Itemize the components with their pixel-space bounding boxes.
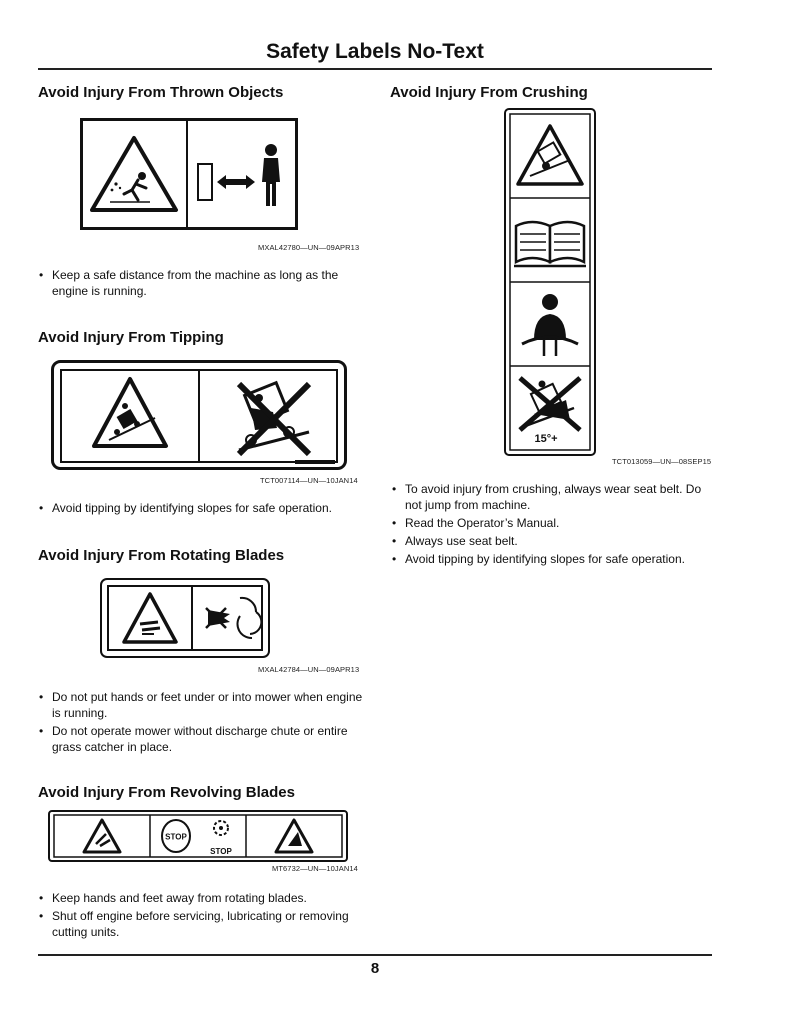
list-item: • Read the Operator’s Manual. [391,515,716,531]
revolving-blades-code: MT6732—UN—10JAN14 [272,864,358,873]
list-item: • Keep a safe distance from the machine as long as the engine is running. [38,267,368,299]
crushing-bullets [391,481,716,569]
tipping-label-image [51,360,347,470]
list-item: • Do not operate mower without discharge chute or entire grass catcher in place. [38,723,368,755]
list-item: • Shut off engine before servicing, lubricating or removing cutting units. [38,908,368,940]
page-number: 8 [370,960,380,977]
top-divider [38,68,712,70]
tipping-heading: Avoid Injury From Tipping [38,329,224,346]
list-item: • Keep hands and feet away from rotating blades. [38,890,368,906]
tipping-bullets [38,500,378,518]
tipping-code: TCT007114—UN—10JAN14 [260,476,358,485]
svg-text:STOP: STOP [165,832,187,842]
crushing-code: TCT013059—UN—08SEP15 [612,457,712,466]
rotating-blades-code: MXAL42784—UN—09APR13 [258,665,360,674]
list-item: • Do not put hands or feet under or into mower when engine is running. [38,689,368,721]
revolving-blades-label-image [48,810,348,862]
crushing-heading: Avoid Injury From Crushing [390,84,588,101]
operators-manual-icon [514,222,586,266]
rotating-blades-bullets [38,689,368,757]
list-item: • Avoid tipping by identifying slopes for safe operation. [38,500,378,516]
page-title: Safety Labels No-Text [266,40,484,63]
revolving-blades-heading: Avoid Injury From Revolving Blades [38,784,295,801]
revolving-blades-bullets [38,890,368,942]
svg-text:15°+: 15°+ [534,433,558,445]
thrown-objects-code: MXAL42780—UN—09APR13 [258,243,360,252]
thrown-objects-heading: Avoid Injury From Thrown Objects [38,84,284,101]
rotating-blades-label-image [100,578,270,658]
list-item: • Always use seat belt. [391,533,716,549]
thrown-objects-bullets [38,267,368,301]
rotating-blades-heading: Avoid Injury From Rotating Blades [38,547,285,564]
bottom-divider [38,954,712,956]
svg-text:STOP: STOP [210,847,232,856]
list-item: • Avoid tipping by identifying slopes for safe operation. [391,551,716,567]
list-item: • To avoid injury from crushing, always wear seat belt. Do not jump from machine. [391,481,716,513]
crushing-label-image [504,108,596,456]
thrown-objects-label-image [80,118,298,230]
